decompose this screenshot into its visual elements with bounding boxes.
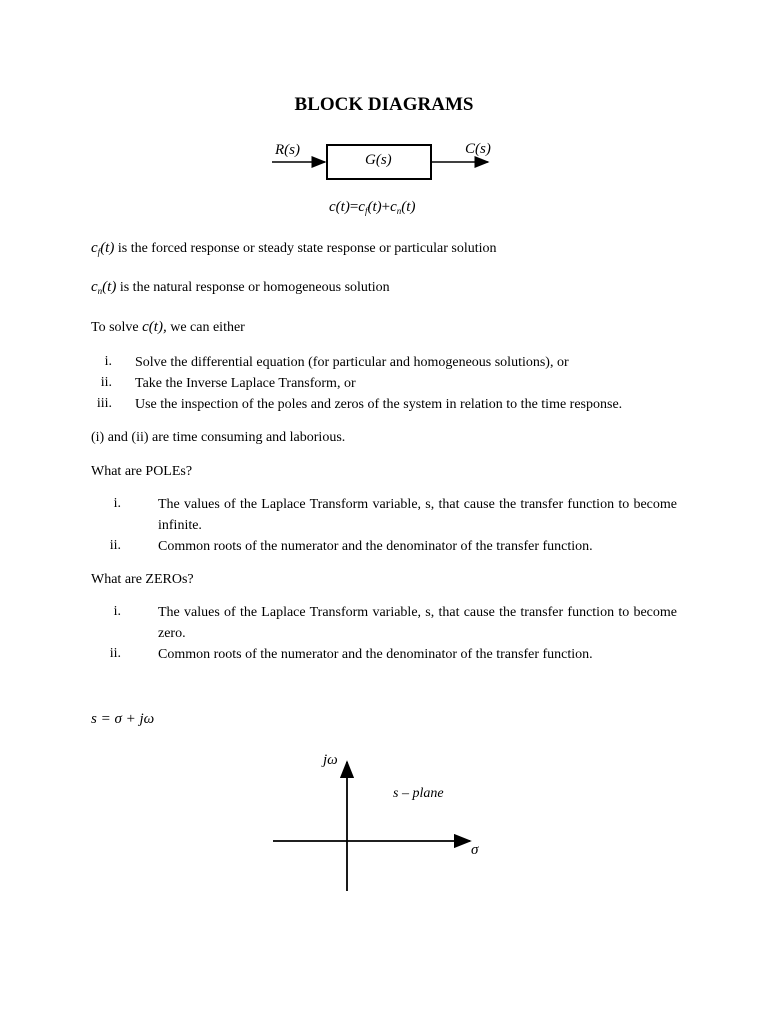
natural-subscript: n xyxy=(396,206,402,216)
list-number: i. xyxy=(113,604,121,619)
definition-forced xyxy=(91,239,497,261)
list-item-text: Use the inspection of the poles and zeros of the system in relation to the time response. xyxy=(135,397,623,412)
list-number: ii. xyxy=(100,375,112,390)
page-title: BLOCK DIAGRAMS xyxy=(294,94,474,115)
forced-term: c xyxy=(358,199,365,215)
solve-intro xyxy=(91,318,245,337)
forced-arg: (t) xyxy=(367,199,382,215)
output-label: C(s) xyxy=(465,141,491,157)
equals-sign: = xyxy=(349,199,359,215)
equation-lhs: c(t) xyxy=(329,199,350,215)
note-text: (i) and (ii) are time consuming and laborious. xyxy=(91,430,346,445)
list-item-text: Solve the differential equation (for particular and homogeneous solutions), or xyxy=(135,355,569,370)
list-number: iii. xyxy=(96,396,112,411)
response-equation xyxy=(329,199,415,216)
list-item-text: Common roots of the numerator and the denominator of the transfer function. xyxy=(158,539,593,554)
list-number: i. xyxy=(104,354,112,369)
solve-prefix: To solve xyxy=(91,320,139,335)
block-diagram-lines xyxy=(0,0,768,200)
natural-term: c xyxy=(390,199,397,215)
definition-arg: (t) xyxy=(100,240,115,256)
definition-subscript: f xyxy=(97,247,101,257)
list-item-text: Take the Inverse Laplace Transform, or xyxy=(135,376,356,391)
list-item-text: The values of the Laplace Transform variable, s, that cause the transfer function to become zero. xyxy=(158,605,677,641)
definition-text: is the forced response or steady state response or particular solution xyxy=(117,241,497,256)
list-number: ii. xyxy=(109,538,121,553)
s-plane-text: s – plane xyxy=(393,786,444,801)
natural-arg: (t) xyxy=(401,199,416,215)
definition-subscript: n xyxy=(97,286,103,296)
definition-arg: (t) xyxy=(102,279,117,295)
definition-symbol: c xyxy=(91,240,98,256)
list-item-text: Common roots of the numerator and the denominator of the transfer function. xyxy=(158,647,593,662)
poles-heading: What are POLEs? xyxy=(91,464,193,479)
list-item-text: The values of the Laplace Transform variable, s, that cause the transfer function to become infinite. xyxy=(158,497,677,533)
forced-subscript: f xyxy=(364,206,368,216)
s-plane-label xyxy=(393,785,444,803)
list-number: ii. xyxy=(109,646,121,661)
real-axis-label: σ xyxy=(471,842,479,858)
zeros-heading: What are ZEROs? xyxy=(91,572,194,587)
solve-suffix: we can either xyxy=(170,320,245,335)
plus-sign: + xyxy=(381,199,391,215)
definition-symbol: c xyxy=(91,279,98,295)
input-label: R(s) xyxy=(275,142,300,158)
s-definition: s = σ + jω xyxy=(91,711,155,727)
imaginary-axis-label: jω xyxy=(323,752,338,768)
definition-natural xyxy=(91,278,390,300)
list-number: i. xyxy=(113,496,121,511)
solve-symbol: c(t), xyxy=(142,319,167,335)
definition-text: is the natural response or homogeneous solution xyxy=(119,280,390,295)
block-label: G(s) xyxy=(365,152,392,168)
